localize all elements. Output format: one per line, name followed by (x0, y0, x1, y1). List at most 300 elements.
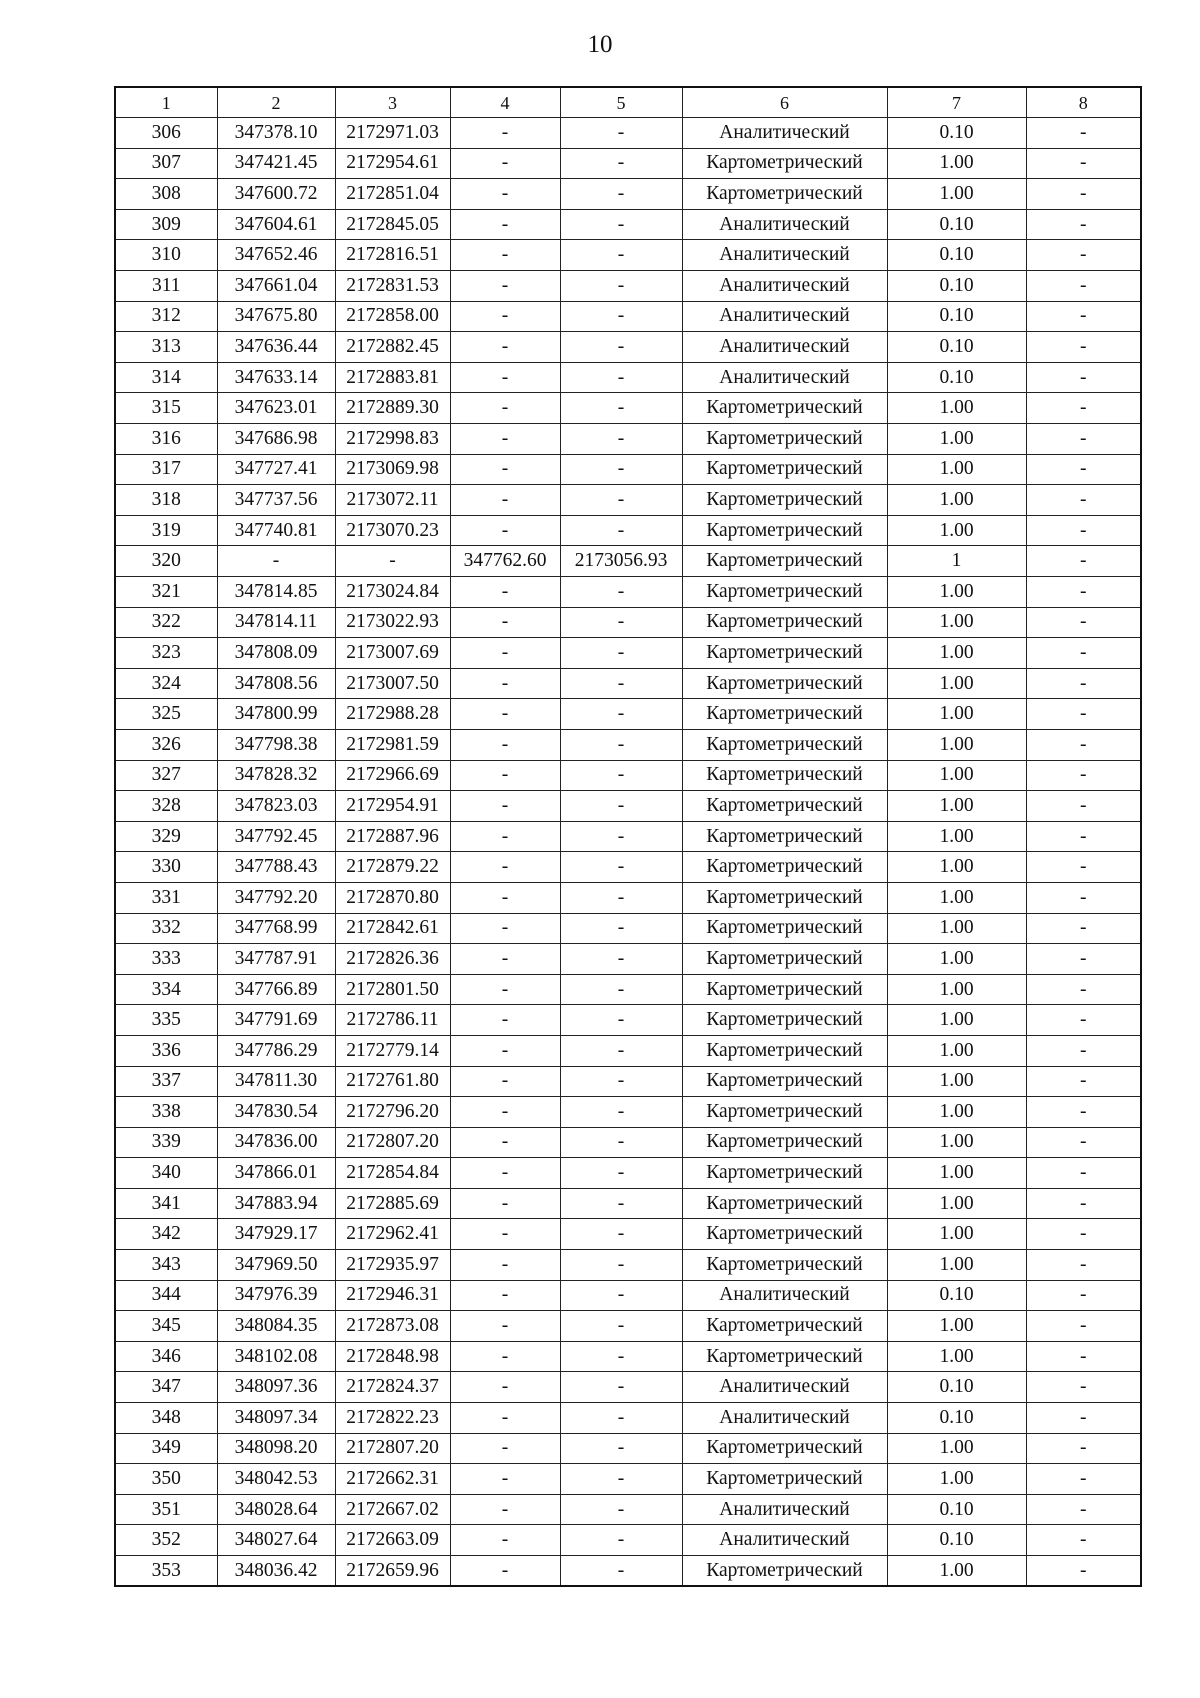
accuracy-cell: 0.10 (887, 1525, 1026, 1556)
x-coordinate-cell: 347791.69 (217, 1005, 335, 1036)
table-row (115, 1250, 1141, 1281)
new-y-coordinate-cell: - (560, 332, 682, 363)
accuracy-cell: 1.00 (887, 944, 1026, 975)
coordinates-table (114, 86, 1142, 1587)
point-number-cell: 333 (115, 944, 217, 975)
new-y-coordinate-cell: - (560, 454, 682, 485)
method-cell: Картометрический (682, 1158, 887, 1189)
new-y-coordinate-cell: - (560, 821, 682, 852)
note-cell: - (1026, 1066, 1141, 1097)
accuracy-cell: 1.00 (887, 821, 1026, 852)
table-row (115, 1005, 1141, 1036)
point-number-cell: 307 (115, 148, 217, 179)
note-cell: - (1026, 1525, 1141, 1556)
accuracy-cell: 1.00 (887, 1341, 1026, 1372)
table-row (115, 852, 1141, 883)
new-x-coordinate-cell: - (450, 148, 560, 179)
x-coordinate-cell: 347792.20 (217, 882, 335, 913)
point-number-cell: 324 (115, 668, 217, 699)
x-coordinate-cell: 347787.91 (217, 944, 335, 975)
table-row (115, 1464, 1141, 1495)
new-x-coordinate-cell: - (450, 271, 560, 302)
note-cell: - (1026, 1403, 1141, 1434)
note-cell: - (1026, 546, 1141, 577)
table-row (115, 913, 1141, 944)
new-y-coordinate-cell: - (560, 424, 682, 455)
method-cell: Картометрический (682, 577, 887, 608)
accuracy-cell: 1 (887, 546, 1026, 577)
accuracy-cell: 1.00 (887, 1066, 1026, 1097)
method-cell: Картометрический (682, 699, 887, 730)
new-y-coordinate-cell: - (560, 118, 682, 149)
note-cell: - (1026, 791, 1141, 822)
accuracy-cell: 1.00 (887, 852, 1026, 883)
table-row (115, 332, 1141, 363)
table-row (115, 546, 1141, 577)
point-number-cell: 328 (115, 791, 217, 822)
method-cell: Картометрический (682, 944, 887, 975)
accuracy-cell: 1.00 (887, 577, 1026, 608)
y-coordinate-cell: 2172879.22 (335, 852, 450, 883)
method-cell: Картометрический (682, 1097, 887, 1128)
method-cell: Аналитический (682, 118, 887, 149)
new-x-coordinate-cell: - (450, 362, 560, 393)
y-coordinate-cell: 2172822.23 (335, 1403, 450, 1434)
table-row (115, 118, 1141, 149)
new-y-coordinate-cell: - (560, 913, 682, 944)
note-cell: - (1026, 729, 1141, 760)
point-number-cell: 330 (115, 852, 217, 883)
note-cell: - (1026, 240, 1141, 271)
table-row (115, 729, 1141, 760)
note-cell: - (1026, 1097, 1141, 1128)
accuracy-cell: 1.00 (887, 638, 1026, 669)
column-header: 6 (682, 87, 887, 118)
note-cell: - (1026, 1035, 1141, 1066)
accuracy-cell: 0.10 (887, 1280, 1026, 1311)
method-cell: Картометрический (682, 607, 887, 638)
method-cell: Аналитический (682, 1372, 887, 1403)
y-coordinate-cell: 2172887.96 (335, 821, 450, 852)
table-row (115, 1525, 1141, 1556)
point-number-cell: 325 (115, 699, 217, 730)
note-cell: - (1026, 1280, 1141, 1311)
point-number-cell: 345 (115, 1311, 217, 1342)
point-number-cell: 348 (115, 1403, 217, 1434)
accuracy-cell: 0.10 (887, 1494, 1026, 1525)
accuracy-cell: 0.10 (887, 1372, 1026, 1403)
note-cell: - (1026, 362, 1141, 393)
column-header: 5 (560, 87, 682, 118)
y-coordinate-cell: 2172962.41 (335, 1219, 450, 1250)
new-y-coordinate-cell: - (560, 209, 682, 240)
y-coordinate-cell: 2172885.69 (335, 1188, 450, 1219)
new-y-coordinate-cell: - (560, 1433, 682, 1464)
x-coordinate-cell: 348084.35 (217, 1311, 335, 1342)
x-coordinate-cell: 347686.98 (217, 424, 335, 455)
method-cell: Аналитический (682, 301, 887, 332)
point-number-cell: 340 (115, 1158, 217, 1189)
new-y-coordinate-cell: - (560, 393, 682, 424)
table-row (115, 1311, 1141, 1342)
y-coordinate-cell: 2172851.04 (335, 179, 450, 210)
column-header: 2 (217, 87, 335, 118)
table-row (115, 179, 1141, 210)
y-coordinate-cell: 2172663.09 (335, 1525, 450, 1556)
new-x-coordinate-cell: - (450, 332, 560, 363)
table-row (115, 1097, 1141, 1128)
y-coordinate-cell: 2172826.36 (335, 944, 450, 975)
column-header: 3 (335, 87, 450, 118)
new-y-coordinate-cell: - (560, 1219, 682, 1250)
new-x-coordinate-cell: - (450, 301, 560, 332)
point-number-cell: 313 (115, 332, 217, 363)
new-x-coordinate-cell: - (450, 638, 560, 669)
point-number-cell: 317 (115, 454, 217, 485)
y-coordinate-cell: 2172662.31 (335, 1464, 450, 1495)
new-y-coordinate-cell: - (560, 577, 682, 608)
note-cell: - (1026, 118, 1141, 149)
method-cell: Картометрический (682, 546, 887, 577)
y-coordinate-cell: 2172779.14 (335, 1035, 450, 1066)
new-y-coordinate-cell: - (560, 240, 682, 271)
point-number-cell: 352 (115, 1525, 217, 1556)
point-number-cell: 343 (115, 1250, 217, 1281)
new-x-coordinate-cell: - (450, 607, 560, 638)
accuracy-cell: 1.00 (887, 607, 1026, 638)
new-x-coordinate-cell: 347762.60 (450, 546, 560, 577)
accuracy-cell: 1.00 (887, 1219, 1026, 1250)
new-y-coordinate-cell: - (560, 271, 682, 302)
method-cell: Аналитический (682, 1525, 887, 1556)
x-coordinate-cell: 347737.56 (217, 485, 335, 516)
new-y-coordinate-cell: - (560, 699, 682, 730)
new-x-coordinate-cell: - (450, 1035, 560, 1066)
method-cell: Картометрический (682, 1219, 887, 1250)
point-number-cell: 344 (115, 1280, 217, 1311)
new-x-coordinate-cell: - (450, 1464, 560, 1495)
new-y-coordinate-cell: - (560, 148, 682, 179)
y-coordinate-cell: 2172824.37 (335, 1372, 450, 1403)
new-x-coordinate-cell: - (450, 944, 560, 975)
accuracy-cell: 1.00 (887, 1464, 1026, 1495)
new-y-coordinate-cell: - (560, 760, 682, 791)
new-x-coordinate-cell: - (450, 729, 560, 760)
new-y-coordinate-cell: - (560, 1464, 682, 1495)
table-header-row (115, 87, 1141, 118)
method-cell: Аналитический (682, 1403, 887, 1434)
table-row (115, 271, 1141, 302)
new-y-coordinate-cell: - (560, 944, 682, 975)
y-coordinate-cell: 2173069.98 (335, 454, 450, 485)
method-cell: Картометрический (682, 852, 887, 883)
point-number-cell: 353 (115, 1556, 217, 1587)
point-number-cell: 311 (115, 271, 217, 302)
accuracy-cell: 0.10 (887, 301, 1026, 332)
new-y-coordinate-cell: - (560, 1005, 682, 1036)
accuracy-cell: 1.00 (887, 485, 1026, 516)
accuracy-cell: 1.00 (887, 760, 1026, 791)
point-number-cell: 322 (115, 607, 217, 638)
note-cell: - (1026, 638, 1141, 669)
new-y-coordinate-cell: - (560, 485, 682, 516)
y-coordinate-cell: 2173022.93 (335, 607, 450, 638)
new-x-coordinate-cell: - (450, 1341, 560, 1372)
point-number-cell: 351 (115, 1494, 217, 1525)
x-coordinate-cell: 347969.50 (217, 1250, 335, 1281)
table-row (115, 362, 1141, 393)
x-coordinate-cell: 347740.81 (217, 515, 335, 546)
x-coordinate-cell: 347623.01 (217, 393, 335, 424)
point-number-cell: 314 (115, 362, 217, 393)
method-cell: Картометрический (682, 974, 887, 1005)
point-number-cell: 309 (115, 209, 217, 240)
accuracy-cell: 1.00 (887, 393, 1026, 424)
accuracy-cell: 1.00 (887, 1035, 1026, 1066)
accuracy-cell: 1.00 (887, 1158, 1026, 1189)
point-number-cell: 320 (115, 546, 217, 577)
y-coordinate-cell: 2172842.61 (335, 913, 450, 944)
accuracy-cell: 1.00 (887, 148, 1026, 179)
x-coordinate-cell: 347604.61 (217, 209, 335, 240)
x-coordinate-cell: 347768.99 (217, 913, 335, 944)
note-cell: - (1026, 148, 1141, 179)
method-cell: Аналитический (682, 1280, 887, 1311)
new-x-coordinate-cell: - (450, 791, 560, 822)
new-y-coordinate-cell: - (560, 1525, 682, 1556)
table-row (115, 393, 1141, 424)
x-coordinate-cell: 348102.08 (217, 1341, 335, 1372)
new-x-coordinate-cell: - (450, 1556, 560, 1587)
y-coordinate-cell: 2172873.08 (335, 1311, 450, 1342)
table-row (115, 1494, 1141, 1525)
column-header: 8 (1026, 87, 1141, 118)
method-cell: Картометрический (682, 148, 887, 179)
y-coordinate-cell: 2173070.23 (335, 515, 450, 546)
x-coordinate-cell: 347830.54 (217, 1097, 335, 1128)
accuracy-cell: 1.00 (887, 882, 1026, 913)
new-x-coordinate-cell: - (450, 1097, 560, 1128)
table-row (115, 1341, 1141, 1372)
accuracy-cell: 1.00 (887, 699, 1026, 730)
new-y-coordinate-cell: - (560, 1403, 682, 1434)
new-x-coordinate-cell: - (450, 577, 560, 608)
method-cell: Картометрический (682, 515, 887, 546)
point-number-cell: 347 (115, 1372, 217, 1403)
new-y-coordinate-cell: - (560, 1556, 682, 1587)
method-cell: Картометрический (682, 1066, 887, 1097)
method-cell: Аналитический (682, 362, 887, 393)
y-coordinate-cell: 2173007.50 (335, 668, 450, 699)
x-coordinate-cell: 347636.44 (217, 332, 335, 363)
point-number-cell: 341 (115, 1188, 217, 1219)
table-row (115, 1035, 1141, 1066)
note-cell: - (1026, 393, 1141, 424)
method-cell: Картометрический (682, 179, 887, 210)
point-number-cell: 336 (115, 1035, 217, 1066)
new-y-coordinate-cell: - (560, 668, 682, 699)
x-coordinate-cell: - (217, 546, 335, 577)
point-number-cell: 321 (115, 577, 217, 608)
new-y-coordinate-cell: - (560, 638, 682, 669)
point-number-cell: 327 (115, 760, 217, 791)
table-row (115, 1556, 1141, 1587)
note-cell: - (1026, 1341, 1141, 1372)
new-x-coordinate-cell: - (450, 515, 560, 546)
x-coordinate-cell: 347814.85 (217, 577, 335, 608)
new-y-coordinate-cell: - (560, 607, 682, 638)
point-number-cell: 331 (115, 882, 217, 913)
method-cell: Картометрический (682, 729, 887, 760)
y-coordinate-cell: 2172761.80 (335, 1066, 450, 1097)
y-coordinate-cell: 2172854.84 (335, 1158, 450, 1189)
table-row (115, 1127, 1141, 1158)
new-y-coordinate-cell: - (560, 791, 682, 822)
note-cell: - (1026, 760, 1141, 791)
accuracy-cell: 1.00 (887, 515, 1026, 546)
page-number: 10 (587, 31, 613, 58)
y-coordinate-cell: 2172981.59 (335, 729, 450, 760)
table-row (115, 209, 1141, 240)
accuracy-cell: 1.00 (887, 1127, 1026, 1158)
method-cell: Картометрический (682, 638, 887, 669)
accuracy-cell: 1.00 (887, 668, 1026, 699)
accuracy-cell: 0.10 (887, 240, 1026, 271)
new-x-coordinate-cell: - (450, 1280, 560, 1311)
note-cell: - (1026, 179, 1141, 210)
accuracy-cell: 0.10 (887, 271, 1026, 302)
point-number-cell: 346 (115, 1341, 217, 1372)
new-y-coordinate-cell: - (560, 1311, 682, 1342)
new-y-coordinate-cell: - (560, 362, 682, 393)
accuracy-cell: 1.00 (887, 1097, 1026, 1128)
new-y-coordinate-cell: - (560, 1372, 682, 1403)
x-coordinate-cell: 347929.17 (217, 1219, 335, 1250)
x-coordinate-cell: 347788.43 (217, 852, 335, 883)
table-body (115, 87, 1141, 1586)
new-x-coordinate-cell: - (450, 760, 560, 791)
method-cell: Картометрический (682, 1433, 887, 1464)
table-row (115, 1280, 1141, 1311)
point-number-cell: 318 (115, 485, 217, 516)
new-y-coordinate-cell: - (560, 301, 682, 332)
x-coordinate-cell: 347866.01 (217, 1158, 335, 1189)
point-number-cell: 319 (115, 515, 217, 546)
x-coordinate-cell: 347976.39 (217, 1280, 335, 1311)
new-x-coordinate-cell: - (450, 1127, 560, 1158)
new-y-coordinate-cell: - (560, 1035, 682, 1066)
y-coordinate-cell: 2172845.05 (335, 209, 450, 240)
new-x-coordinate-cell: - (450, 1066, 560, 1097)
y-coordinate-cell: 2172988.28 (335, 699, 450, 730)
note-cell: - (1026, 485, 1141, 516)
new-x-coordinate-cell: - (450, 179, 560, 210)
table-row (115, 791, 1141, 822)
y-coordinate-cell: 2173024.84 (335, 577, 450, 608)
table-row (115, 882, 1141, 913)
method-cell: Картометрический (682, 1188, 887, 1219)
method-cell: Аналитический (682, 332, 887, 363)
point-number-cell: 338 (115, 1097, 217, 1128)
new-x-coordinate-cell: - (450, 1005, 560, 1036)
new-x-coordinate-cell: - (450, 1494, 560, 1525)
x-coordinate-cell: 347800.99 (217, 699, 335, 730)
new-y-coordinate-cell: - (560, 1066, 682, 1097)
note-cell: - (1026, 882, 1141, 913)
x-coordinate-cell: 347808.09 (217, 638, 335, 669)
x-coordinate-cell: 347727.41 (217, 454, 335, 485)
new-y-coordinate-cell: - (560, 882, 682, 913)
accuracy-cell: 1.00 (887, 1311, 1026, 1342)
note-cell: - (1026, 668, 1141, 699)
y-coordinate-cell: 2172807.20 (335, 1433, 450, 1464)
x-coordinate-cell: 347652.46 (217, 240, 335, 271)
note-cell: - (1026, 607, 1141, 638)
x-coordinate-cell: 347766.89 (217, 974, 335, 1005)
x-coordinate-cell: 347675.80 (217, 301, 335, 332)
y-coordinate-cell: 2172807.20 (335, 1127, 450, 1158)
method-cell: Картометрический (682, 882, 887, 913)
accuracy-cell: 0.10 (887, 332, 1026, 363)
x-coordinate-cell: 347836.00 (217, 1127, 335, 1158)
method-cell: Картометрический (682, 1127, 887, 1158)
x-coordinate-cell: 347814.11 (217, 607, 335, 638)
note-cell: - (1026, 271, 1141, 302)
note-cell: - (1026, 1158, 1141, 1189)
accuracy-cell: 0.10 (887, 362, 1026, 393)
x-coordinate-cell: 348097.36 (217, 1372, 335, 1403)
new-x-coordinate-cell: - (450, 485, 560, 516)
note-cell: - (1026, 1250, 1141, 1281)
new-x-coordinate-cell: - (450, 913, 560, 944)
method-cell: Картометрический (682, 1556, 887, 1587)
accuracy-cell: 0.10 (887, 209, 1026, 240)
note-cell: - (1026, 852, 1141, 883)
x-coordinate-cell: 348097.34 (217, 1403, 335, 1434)
y-coordinate-cell: 2172889.30 (335, 393, 450, 424)
x-coordinate-cell: 347661.04 (217, 271, 335, 302)
point-number-cell: 349 (115, 1433, 217, 1464)
method-cell: Картометрический (682, 791, 887, 822)
new-x-coordinate-cell: - (450, 1403, 560, 1434)
new-x-coordinate-cell: - (450, 882, 560, 913)
y-coordinate-cell: 2173007.69 (335, 638, 450, 669)
y-coordinate-cell: 2172998.83 (335, 424, 450, 455)
note-cell: - (1026, 944, 1141, 975)
new-x-coordinate-cell: - (450, 1525, 560, 1556)
y-coordinate-cell: 2172796.20 (335, 1097, 450, 1128)
y-coordinate-cell: - (335, 546, 450, 577)
x-coordinate-cell: 348098.20 (217, 1433, 335, 1464)
new-x-coordinate-cell: - (450, 1158, 560, 1189)
point-number-cell: 312 (115, 301, 217, 332)
x-coordinate-cell: 348028.64 (217, 1494, 335, 1525)
y-coordinate-cell: 2172935.97 (335, 1250, 450, 1281)
accuracy-cell: 1.00 (887, 1556, 1026, 1587)
new-x-coordinate-cell: - (450, 209, 560, 240)
method-cell: Картометрический (682, 454, 887, 485)
new-x-coordinate-cell: - (450, 1250, 560, 1281)
accuracy-cell: 1.00 (887, 913, 1026, 944)
table-row (115, 577, 1141, 608)
y-coordinate-cell: 2172883.81 (335, 362, 450, 393)
y-coordinate-cell: 2172786.11 (335, 1005, 450, 1036)
new-y-coordinate-cell: - (560, 729, 682, 760)
new-x-coordinate-cell: - (450, 118, 560, 149)
method-cell: Картометрический (682, 1005, 887, 1036)
x-coordinate-cell: 347786.29 (217, 1035, 335, 1066)
y-coordinate-cell: 2172831.53 (335, 271, 450, 302)
